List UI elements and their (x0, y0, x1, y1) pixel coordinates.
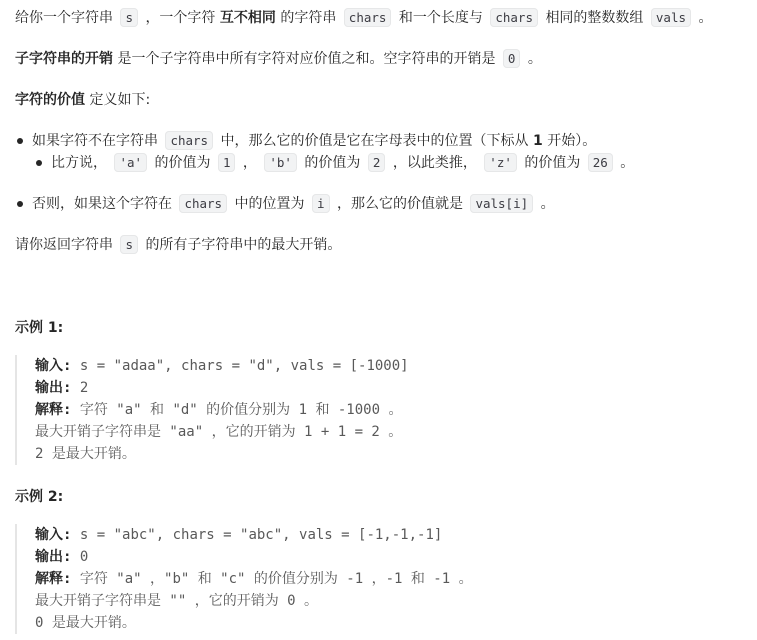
code-zero: 0 (503, 49, 521, 68)
code-chars: chars (344, 8, 392, 27)
bold-text: 互不相同 (219, 10, 276, 26)
text: 中，那么它的价值是它在字母表中的位置（下标从 (220, 133, 529, 149)
text: ，以此类推， (392, 155, 477, 171)
value: 字符 "a" ，"b" 和 "c" 的价值分别为 -1 ，-1 和 -1 。 (79, 571, 473, 587)
text: ，一个字符 (145, 10, 216, 26)
label: 输入: (35, 527, 72, 543)
text: 。 (620, 155, 635, 171)
text: 相同的整数数组 (545, 10, 644, 26)
text: 。 (698, 10, 713, 26)
code-char: 'b' (264, 153, 297, 172)
text: 请你返回字符串 (15, 237, 113, 253)
value: s = "abc", chars = "abc", vals = [-1,-1,-1] (79, 527, 443, 543)
code-s: s (120, 235, 138, 254)
example-explanation (35, 568, 473, 590)
code-chars: chars (165, 131, 213, 150)
text: 否则，如果这个字符在 (32, 196, 172, 212)
code-char: 'a' (114, 153, 147, 172)
value: 0 (79, 549, 89, 565)
label: 输入: (35, 358, 72, 374)
code-chars: chars (179, 194, 227, 213)
task-paragraph (15, 234, 341, 256)
intro-paragraph (15, 7, 712, 29)
example-output (35, 377, 409, 399)
code-s: s (120, 8, 138, 27)
text: 的价值为 (154, 155, 211, 171)
bold-text: 1 (533, 133, 543, 149)
text: 的价值为 (524, 155, 581, 171)
example-output (35, 546, 473, 568)
text: 的所有子字符串中的最大开销。 (145, 237, 342, 253)
list-item (15, 130, 634, 152)
bold-text: 字符的价值 (15, 92, 85, 108)
code-value: 1 (218, 153, 236, 172)
rules-list (15, 130, 634, 174)
cost-definition-paragraph (15, 48, 542, 70)
text: 。 (527, 51, 542, 67)
code-char: 'z' (484, 153, 517, 172)
label: 解释: (35, 402, 72, 418)
code-index: i (312, 194, 330, 213)
text: 的价值为 (304, 155, 361, 171)
example-2-block (15, 524, 473, 634)
example-1-title: 示例 1: (15, 320, 64, 336)
code-value: 26 (588, 153, 613, 172)
text: 。 (540, 196, 555, 212)
text: 的字符串 (280, 10, 337, 26)
text: 定义如下: (89, 92, 151, 108)
rules-list (15, 193, 555, 215)
label: 输出: (35, 549, 72, 565)
example-explanation-line: 2 是最大开销。 (35, 446, 136, 462)
value: 2 (79, 380, 89, 396)
text: 如果字符不在字符串 (32, 133, 158, 149)
example-2-title: 示例 2: (15, 489, 64, 505)
label: 输出: (35, 380, 72, 396)
text: 给你一个字符串 (15, 10, 113, 26)
list-item (15, 152, 634, 174)
text: ， (242, 155, 257, 171)
code-value: 2 (368, 153, 386, 172)
text: 开始）。 (547, 133, 597, 149)
code-vals-i: vals[i] (470, 194, 533, 213)
value: 字符 "a" 和 "d" 的价值分别为 1 和 -1000 。 (79, 402, 403, 418)
list-item (15, 193, 555, 215)
bold-text: 子字符串的开销 (15, 51, 113, 67)
value: s = "adaa", chars = "d", vals = [-1000] (79, 358, 409, 374)
text: 和一个长度与 (398, 10, 483, 26)
example-explanation (35, 399, 409, 421)
code-vals: vals (651, 8, 691, 27)
value-definition-heading (15, 89, 150, 111)
example-explanation-line: 最大开销子字符串是 "" ，它的开销为 0 。 (35, 593, 318, 609)
label: 解释: (35, 571, 72, 587)
example-explanation-line: 最大开销子字符串是 "aa" ，它的开销为 1 + 1 = 2 。 (35, 424, 403, 440)
text: ，那么它的价值就是 (336, 196, 463, 212)
example-explanation-line: 0 是最大开销。 (35, 615, 136, 631)
example-input (35, 524, 473, 546)
text: 是一个子字符串中所有字符对应价值之和。空字符串的开销是 (117, 51, 496, 67)
text: 比方说， (51, 155, 107, 171)
example-1-block (15, 355, 409, 465)
text: 中的位置为 (234, 196, 305, 212)
code-chars: chars (490, 8, 538, 27)
example-input (35, 355, 409, 377)
